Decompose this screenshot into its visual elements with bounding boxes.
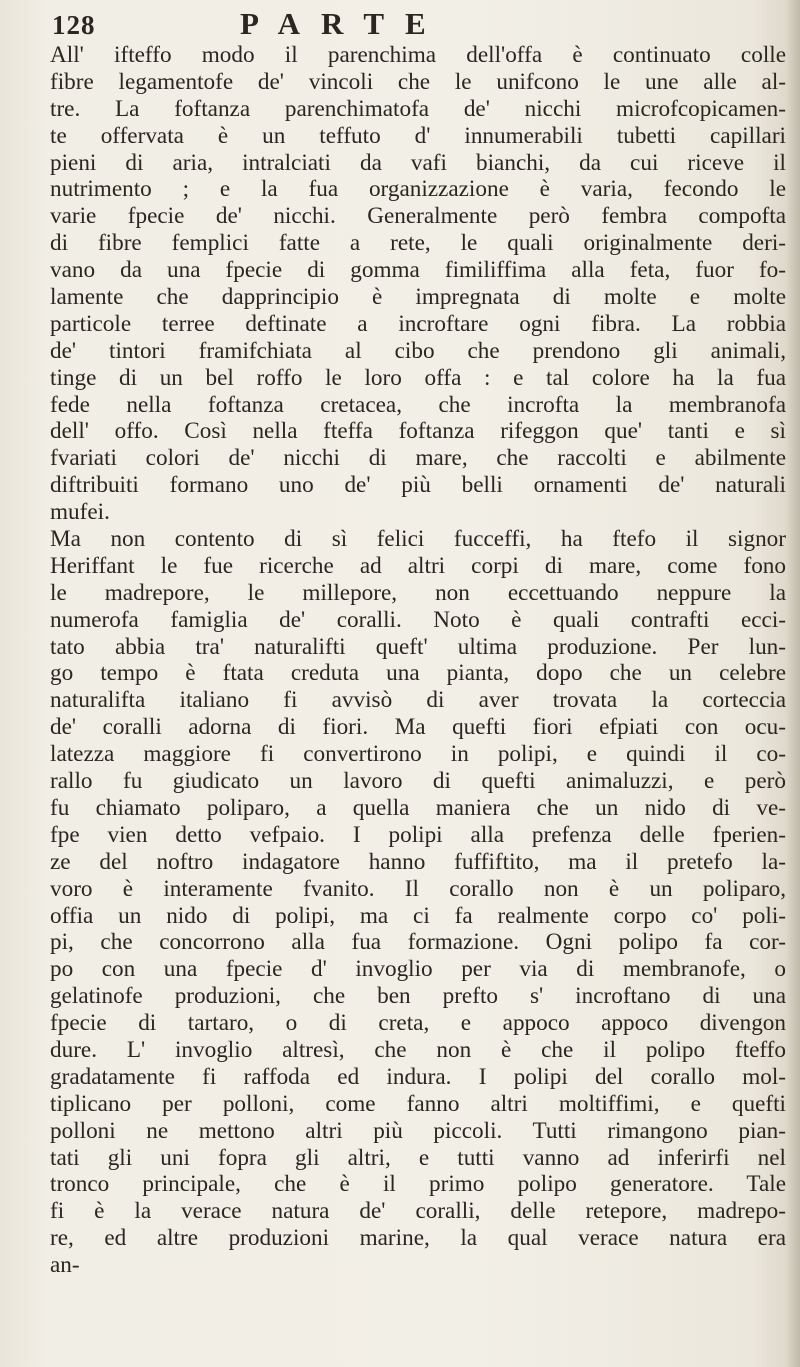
text-line: fu chiamato poliparo, a quella maniera che un nido di ve- bbox=[50, 794, 786, 821]
text-line: Heriffant le fue ricerche ad altri corpi di mare, come fono bbox=[50, 552, 786, 579]
text-line: offia un nido di polipi, ma ci fa realmente corpo co' poli- bbox=[50, 902, 786, 929]
text-line: latezza maggiore fi convertirono in polipi, e quindi il co- bbox=[50, 741, 786, 768]
text-line: numerofa famiglia de' coralli. Noto è quali contrafti ecci- bbox=[50, 606, 786, 633]
text-line: varie fpecie de' nicchi. Generalmente però fembra compofta bbox=[50, 203, 786, 230]
text-line: lamente che dapprincipio è impregnata di molte e molte bbox=[50, 284, 786, 311]
text-line: pieni di aria, intralciati da vafi bianchi, da cui riceve il bbox=[50, 149, 786, 176]
text-line: go tempo è ftata creduta una pianta, dopo che un celebre bbox=[50, 660, 786, 687]
text-line: tronco principale, che è il primo polipo generatore. Tale bbox=[50, 1171, 786, 1198]
text-line: dure. L' invoglio altresì, che non è che il polipo fteffo bbox=[50, 1036, 786, 1063]
page-edge-shadow bbox=[786, 0, 800, 1367]
text-line: de' coralli adorna di fiori. Ma quefti fiori efpiati con ocu- bbox=[50, 714, 786, 741]
text-line: nutrimento ; e la fua organizzazione è varia, fecondo le bbox=[50, 176, 786, 203]
text-line: de' tintori framifchiata al cibo che prendono gli animali, bbox=[50, 337, 786, 364]
text-line: gelatinofe produzioni, che ben prefto s' incroftano di una bbox=[50, 983, 786, 1010]
text-line: tato abbia tra' naturalifti queft' ultima produzione. Per lun- bbox=[50, 633, 786, 660]
body-text bbox=[50, 42, 786, 1279]
text-line: te offervata è un teffuto d' innumerabili tubetti capillari bbox=[50, 122, 786, 149]
text-line: fibre legamentofe de' vincoli che le unifcono le une alle al- bbox=[50, 68, 786, 95]
text-line: fede nella foftanza cretacea, che incrofta la membranofa bbox=[50, 391, 786, 418]
text-line: voro è interamente fvanito. Il corallo non è un poliparo, bbox=[50, 875, 786, 902]
text-line: re, ed altre produzioni marine, la qual verace natura era bbox=[50, 1225, 786, 1252]
text-line: po con una fpecie d' invoglio per via di membranofe, o bbox=[50, 956, 786, 983]
text-line: ze del noftro indagatore hanno fuffiftito, ma il pretefo la- bbox=[50, 848, 786, 875]
text-line: vano da una fpecie di gomma fimiliffima alla feta, fuor fo- bbox=[50, 257, 786, 284]
text-line: pi, che concorrono alla fua formazione. Ogni polipo fa cor- bbox=[50, 929, 786, 956]
text-line: dell' offo. Così nella fteffa foftanza rifeggon que' tanti e sì bbox=[50, 418, 786, 445]
page-header bbox=[52, 6, 752, 46]
text-line: tati gli uni fopra gli altri, e tutti vanno ad inferirfi nel bbox=[50, 1144, 786, 1171]
text-line: gradatamente fi raffoda ed indura. I polipi del corallo mol- bbox=[50, 1063, 786, 1090]
text-line: Ma non contento di sì felici fucceffi, ha ftefo il signor bbox=[50, 526, 786, 553]
text-line: fi è la verace natura de' coralli, delle retepore, madrepo- bbox=[50, 1198, 786, 1225]
text-line: diftribuiti formano uno de' più belli ornamenti de' naturali bbox=[50, 472, 786, 499]
text-line: naturalifta italiano fi avvisò di aver trovata la corteccia bbox=[50, 687, 786, 714]
text-line: di fibre femplici fatte a rete, le quali originalmente deri- bbox=[50, 230, 786, 257]
text-line: particole terree deftinate a incroftare ogni fibra. La robbia bbox=[50, 310, 786, 337]
text-line: tiplicano per polloni, come fanno altri moltiffimi, e quefti bbox=[50, 1090, 786, 1117]
running-title: PARTE bbox=[240, 6, 447, 41]
text-line: fvariati colori de' nicchi di mare, che raccolti e abilmente bbox=[50, 445, 786, 472]
text-line: tinge di un bel roffo le loro offa : e tal colore ha la fua bbox=[50, 364, 786, 391]
text-line: an- bbox=[50, 1252, 80, 1279]
text-line: tre. La foftanza parenchimatofa de' nicchi microfcopicamen- bbox=[50, 95, 786, 122]
text-line: fpe vien detto vefpaio. I polipi alla prefenza delle fperien- bbox=[50, 821, 786, 848]
text-line: polloni ne mettono altri più piccoli. Tutti rimangono pian- bbox=[50, 1117, 786, 1144]
text-line: rallo fu giudicato un lavoro di quefti animaluzzi, e però bbox=[50, 768, 786, 795]
text-line: le madrepore, le millepore, non eccettuando neppure la bbox=[50, 579, 786, 606]
text-line: mufei. bbox=[50, 499, 110, 526]
page-number: 128 bbox=[52, 10, 96, 40]
text-line: fpecie di tartaro, o di creta, e appoco appoco divengon bbox=[50, 1010, 786, 1037]
text-line: All' ifteffo modo il parenchima dell'offa è continuato colle bbox=[50, 42, 786, 68]
